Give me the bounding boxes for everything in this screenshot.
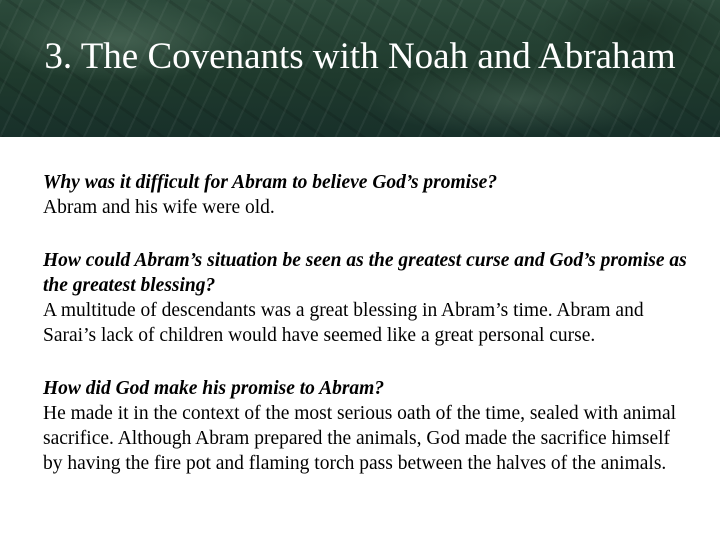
slide-title: 3. The Covenants with Noah and Abraham <box>44 36 676 77</box>
question-text: How did God make his promise to Abram? <box>43 378 385 399</box>
qa-item <box>43 376 693 476</box>
title-banner <box>0 0 720 137</box>
question-text: Why was it difficult for Abram to believe God’s promise? <box>43 172 498 193</box>
answer-text: Abram and his wife were old. <box>43 197 275 218</box>
question-text: How could Abram’s situation be seen as the greatest curse and God’s promise as the greatest blessing? <box>43 250 687 296</box>
answer-text: He made it in the context of the most serious oath of the time, sealed with animal sacrifice. Although Abram prepared the animals, God made the sacrifice himself by having the fire pot and flaming torch pass between the halves of the animals. <box>43 403 677 474</box>
slide-content <box>43 170 693 504</box>
qa-item <box>43 170 693 220</box>
qa-item <box>43 248 693 348</box>
answer-text: A multitude of descendants was a great blessing in Abram’s time. Abram and Sarai’s lack of children would have seemed like a great personal curse. <box>43 300 644 346</box>
